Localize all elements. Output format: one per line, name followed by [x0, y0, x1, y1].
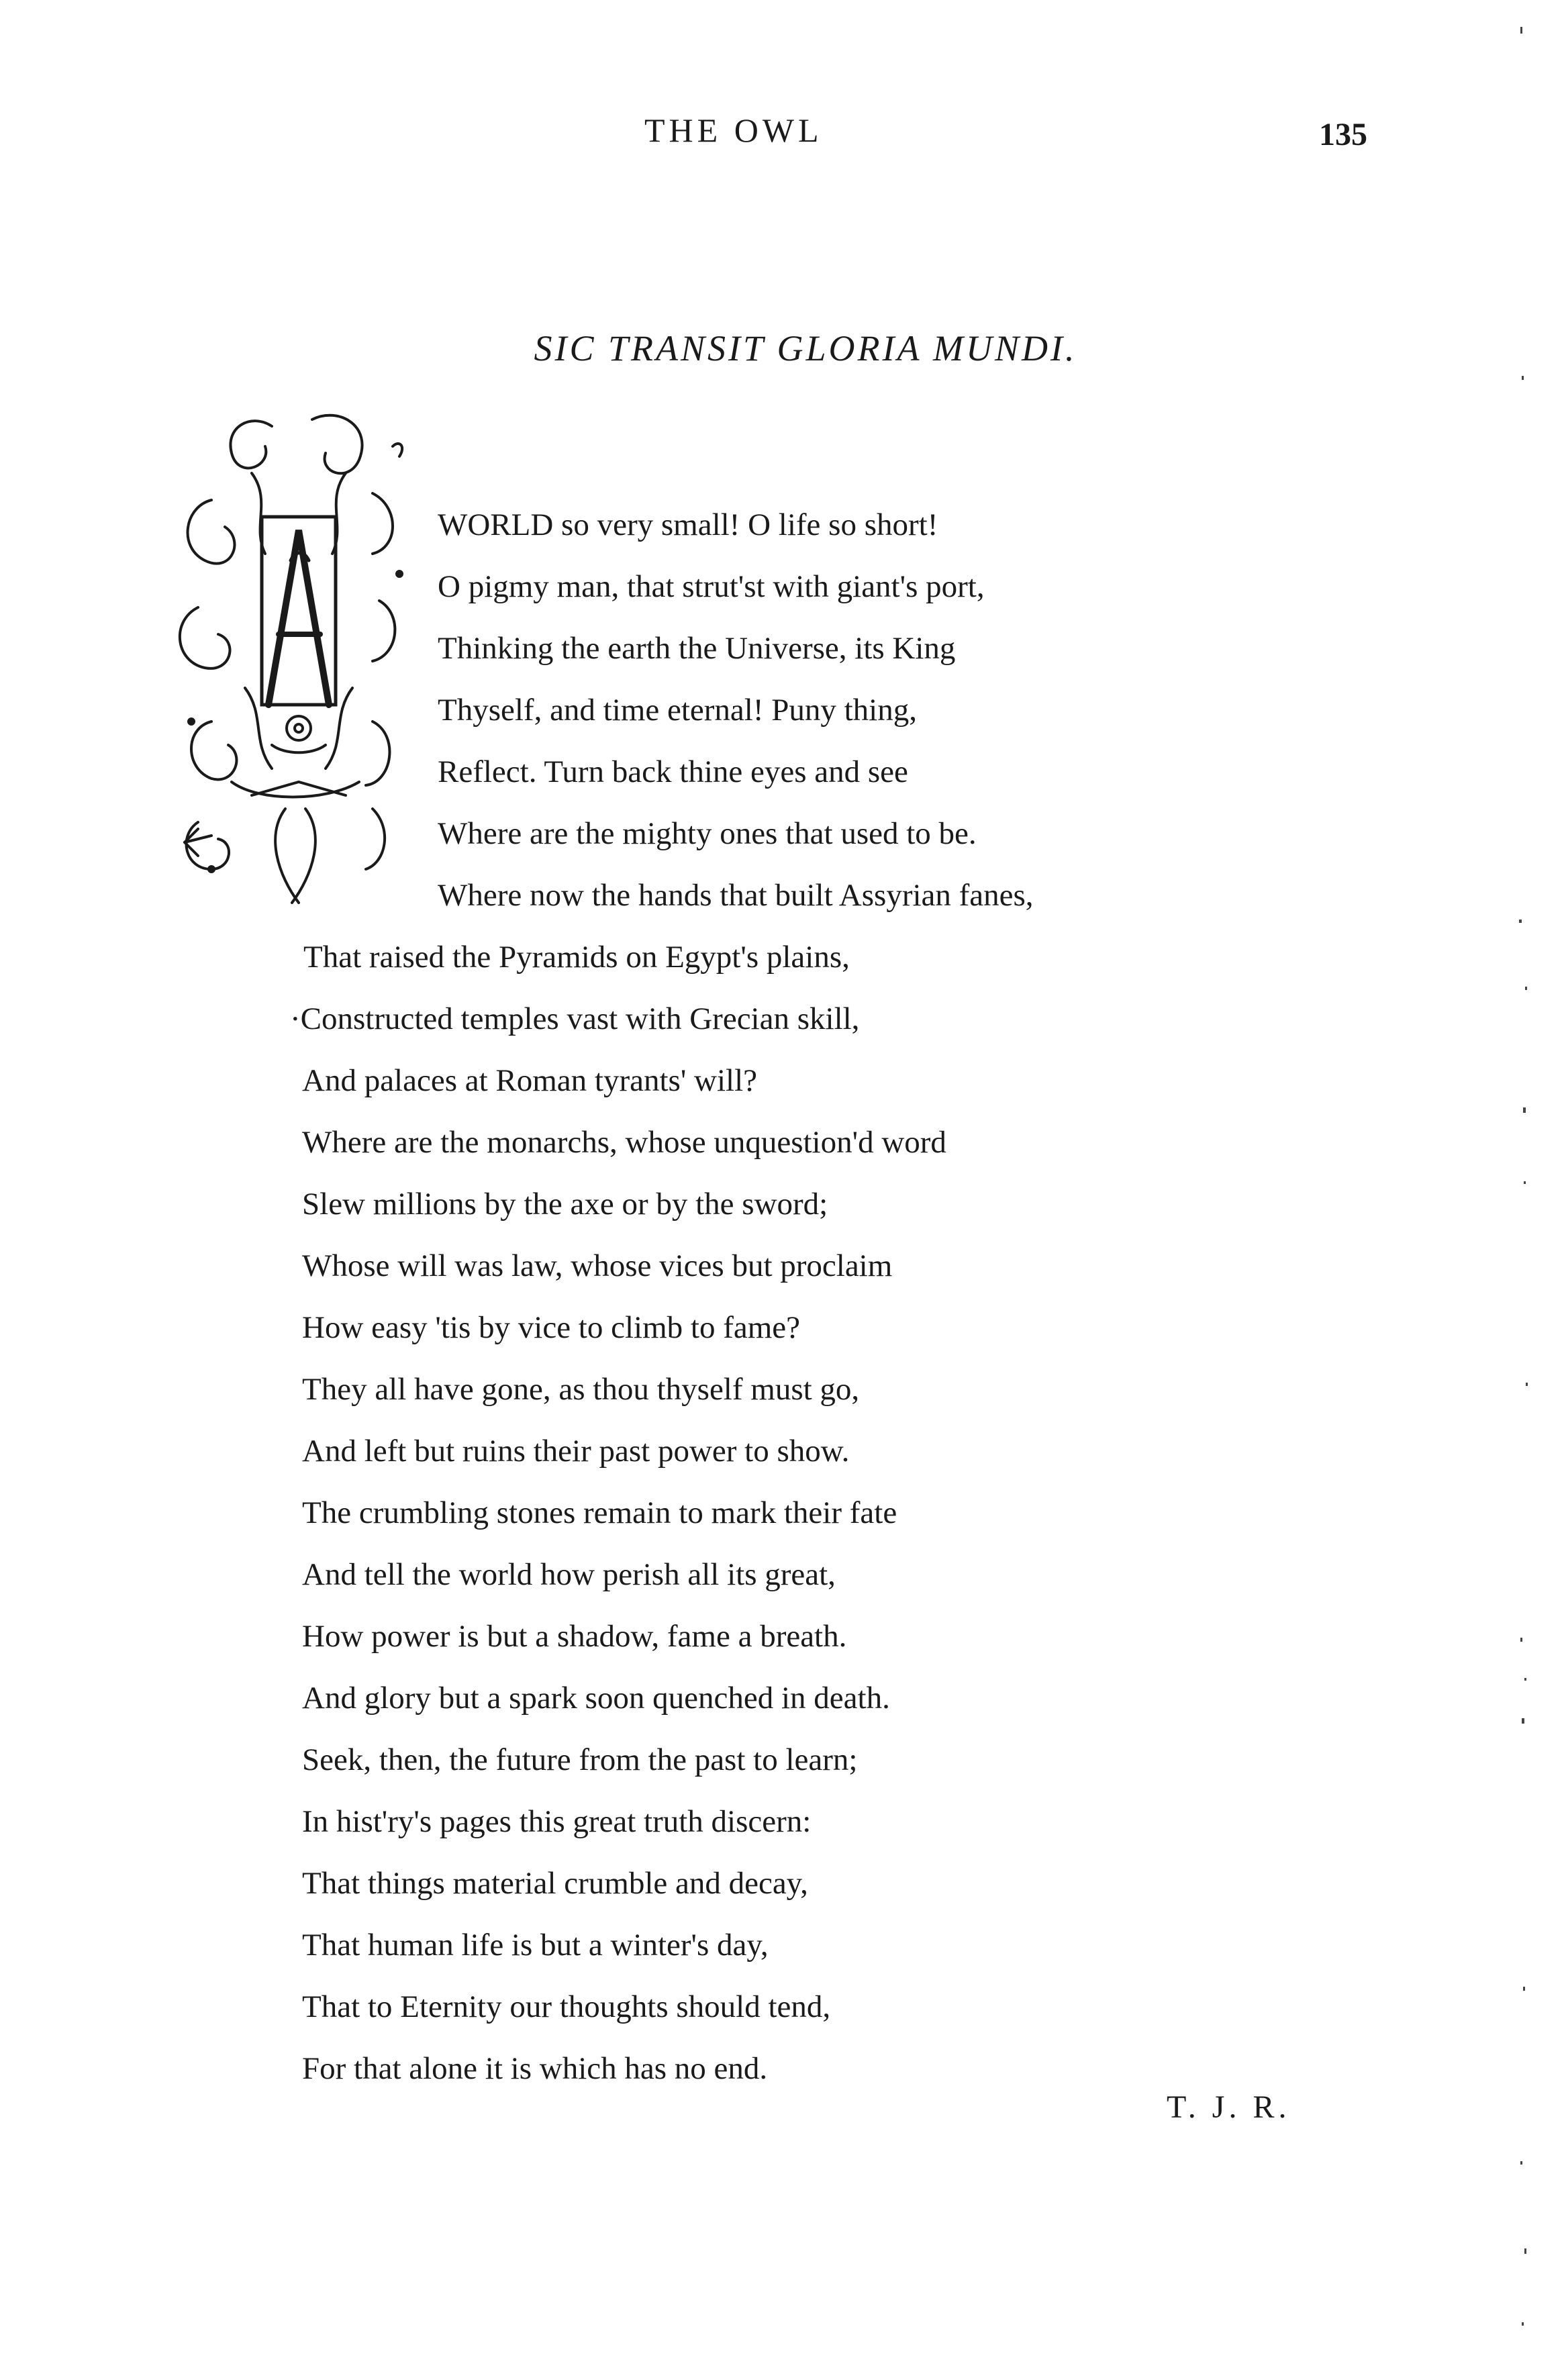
poem-line: How easy 'tis by vice to climb to fame? [302, 1310, 800, 1345]
poem-line: And tell the world how perish all its great, [302, 1557, 836, 1592]
ornamental-initial-a-icon [171, 406, 413, 916]
poem-line: O pigmy man, that strut'st with giant's port, [438, 569, 985, 604]
poem-line: That to Eternity our thoughts should tend, [302, 1989, 831, 2024]
poem-line: They all have gone, as thou thyself must go, [302, 1372, 860, 1407]
poem-line: How power is but a shadow, fame a breath. [302, 1619, 847, 1654]
poem-line: Where are the monarchs, whose unquestion'd word [302, 1125, 946, 1160]
poem-line: Where now the hands that built Assyrian fanes, [438, 878, 1034, 913]
poem-title: SIC TRANSIT GLORIA MUNDI. [534, 328, 1077, 368]
poem-line: Whose will was law, whose vices but proclaim [302, 1248, 893, 1283]
poem-line: Thinking the earth the Universe, its King [438, 631, 956, 666]
poem-line: ·Constructed temples vast with Grecian skill, [290, 1001, 860, 1036]
margin-specks [1494, 0, 1564, 2380]
poem-line: Reflect. Turn back thine eyes and see [438, 754, 908, 789]
signature: T. J. R. [1167, 2089, 1291, 2125]
poem-line: And palaces at Roman tyrants' will? [302, 1063, 758, 1098]
poem-line: Thyself, and time eternal! Puny thing, [438, 693, 917, 728]
poem-line: That things material crumble and decay, [302, 1866, 808, 1901]
poem-line: In hist'ry's pages this great truth discern: [302, 1804, 812, 1839]
poem-line: That human life is but a winter's day, [302, 1928, 769, 1963]
poem-line: For that alone it is which has no end. [302, 2051, 768, 2086]
poem-line: That raised the Pyramids on Egypt's plains, [303, 940, 850, 975]
poem-line: Slew millions by the axe or by the sword; [302, 1187, 828, 1222]
running-head [0, 111, 1564, 164]
poem-line: The crumbling stones remain to mark their fate [302, 1495, 897, 1530]
poem-line: Where are the mighty ones that used to be. [438, 816, 977, 851]
poem-line: Seek, then, the future from the past to learn; [302, 1742, 858, 1777]
poem-line: WORLD so very small! O life so short! [438, 507, 938, 542]
page-number: 135 [1319, 117, 1367, 152]
poem-line: And glory but a spark soon quenched in death. [302, 1681, 890, 1716]
poem-line: And left but ruins their past power to show. [302, 1434, 850, 1469]
running-title: THE OWL [644, 111, 823, 149]
